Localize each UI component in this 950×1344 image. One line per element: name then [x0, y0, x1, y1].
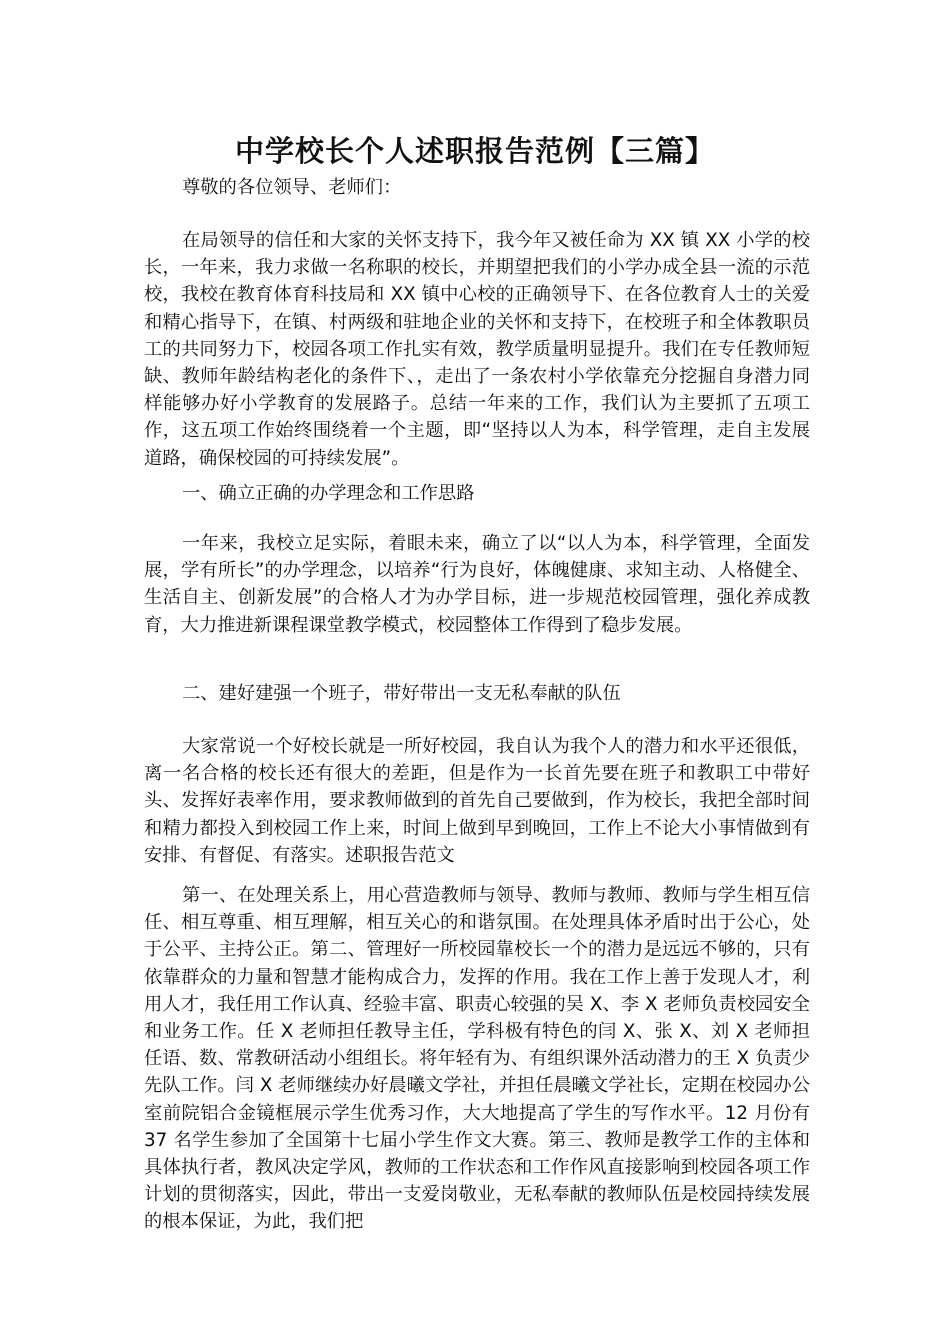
document-title: 中学校长个人述职报告范例【三篇】 — [234, 134, 715, 168]
paragraph-intro: 在局领导的信任和大家的关怀支持下，我今年又被任命为 XX 镇 XX 小学的校长，一年来，我力求做一名称职的校长，并期望把我们的小学办成全县一流的示范校，我校在教育体育科技局和 XX 镇中心校的正确领导下、在各位教育人士的关爱和精心指导下，在镇、村两级和驻地企业的关怀和支持下，在校班子和全体教职员工的共同努力下，校园各项工作扎实有效，教学质量明显提升。我们在专任教师短缺、教师年龄结构老化的条件下、，走出了一条农村小学依靠充分挖掘自身潜力同样能够办好小学教育的发展路子。总结一年来的工作，我们认为主要抓了五项工作，这五项工作始终围绕着一个主题，即“坚持以人为本，科学管理，走自主发展道路，确保校园的可持续发展”。 — [144, 230, 810, 469]
section-heading-1: 一、确立正确的办学理念和工作思路 — [182, 483, 475, 504]
section-heading-2: 二、建好建强一个班子，带好带出一支无私奉献的队伍 — [182, 683, 621, 704]
paragraph-section-1: 一年来，我校立足实际，着眼未来，确立了以“以人为本，科学管理，全面发展，学有所长”的办学理念，以培养“行为良好，体魄健康、求知主动、人格健全、生活自主、创新发展”的合格人才为办学目标，进一步规范校园管理，强化养成教育，大力推进新课程课堂教学模式，校园整体工作得到了稳步发展。 — [144, 533, 810, 636]
paragraph-details: 第一、在处理关系上，用心营造教师与领导、教师与教师、教师与学生相互信任、相互尊重、相互理解，相互关心的和谐氛围。在处理具体矛盾时出于公心，处于公平、主持公正。第二、管理好一所校园靠校长一个的潜力是远远不够的，只有依靠群众的力量和智慧才能构成合力，发挥的作用。我在工作上善于发现人才，利用人才，我任用工作认真、经验丰富、职责心较强的吴 X、李 X 老师负责校园安全和业务工作。任 X 老师担任教导主任，学科极有特色的闫 X、张 X、刘 X 老师担任语、数、常教研活动小组组长。将年轻有为、有组织课外活动潜力的王 X 负责少先队工作。闫 X 老师继续办好晨曦文学社，并担任晨曦文学社长，定期在校园办公室前院铝合金镜框展示学生优秀习作，大大地提高了学生的写作水平。12 月份有 37 名学生参加了全国第十七届小学生作文大赛。第三、教师是教学工作的主体和具体执行者，教风决定学风，教师的工作状态和工作作风直接影响到校园各项工作计划的贯彻落实，因此，带出一支爱岗敬业，无私奉献的教师队伍是校园持续发展的根本保证，为此，我们把 — [144, 885, 810, 1233]
salutation: 尊敬的各位领导、老师们： — [182, 177, 402, 198]
paragraph-section-2: 大家常说一个好校长就是一所好校园，我自认为我个人的潜力和水平还很低，离一名合格的校长还有很大的差距，但是作为一长首先要在班子和教职工中带好头、发挥好表率作用，要求教师做到的首先自己要做到，作为校长，我把全部时间和精力都投入到校园工作上来，时间上做到早到晚回，工作上不论大小事情做到有安排、有督促、有落实。述职报告范文 — [144, 736, 810, 866]
